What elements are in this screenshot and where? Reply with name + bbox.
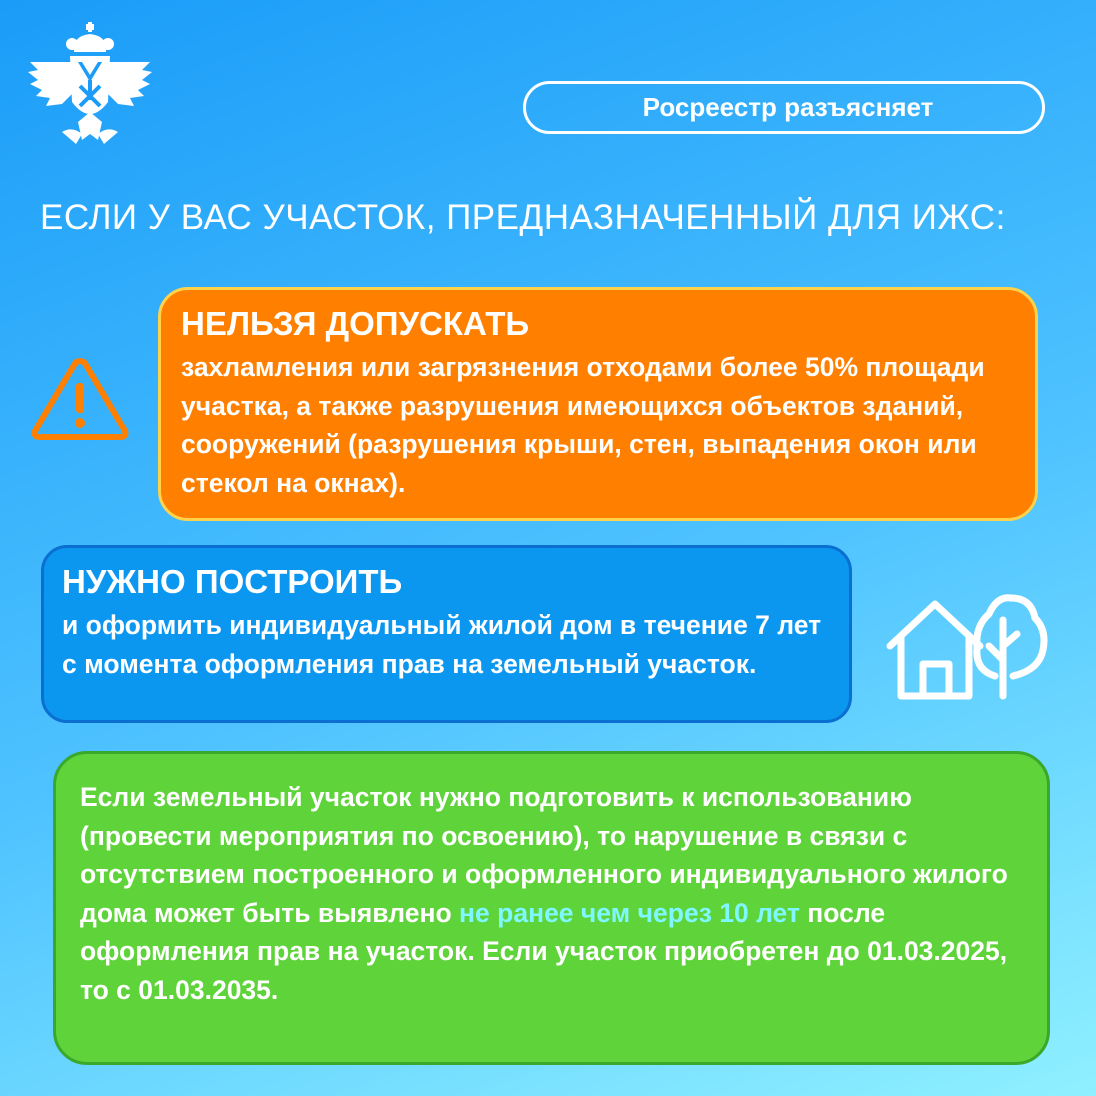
build-text: и оформить индивидуальный жилой дом в течение 7 лет с момента оформления прав на земельный участок. xyxy=(62,610,822,679)
info-text-highlight: не ранее чем через 10 лет xyxy=(459,897,800,928)
prohibition-card xyxy=(158,287,1038,521)
header-label: Росреестр разъясняет xyxy=(642,92,934,122)
prohibition-text: захламления или загрязнения отходами более 50% площади участка, а также разрушения имеющихся объектов зданий, сооружений (разрушения крыши, стен, выпадения окон или стекол на окнах). xyxy=(181,352,985,498)
info-text xyxy=(80,778,1023,1009)
build-card xyxy=(41,545,852,723)
info-text-before: Если земельный участок нужно подготовить к использованию (провести мероприятия по освоению), то нарушение в связи с отсутствием построенного и оформленного индивидуального жилого дома может быть выявлено xyxy=(80,782,1008,928)
house-tree-icon xyxy=(885,590,1050,702)
header-pill xyxy=(523,81,1045,134)
warning-triangle-icon xyxy=(30,355,130,441)
rosreestr-eagle-logo xyxy=(22,22,158,158)
info-text-after: после оформления прав на участок. Если участок приобретен до 01.03.2025, то с 01.03.2035. xyxy=(80,897,1008,1005)
main-title: ЕСЛИ У ВАС УЧАСТОК, ПРЕДНАЗНАЧЕННЫЙ ДЛЯ ИЖС: xyxy=(40,198,1006,237)
info-card xyxy=(53,751,1050,1065)
prohibition-heading: НЕЛЬЗЯ ДОПУСКАТЬ xyxy=(181,305,530,342)
build-heading: НУЖНО ПОСТРОИТЬ xyxy=(62,563,403,600)
